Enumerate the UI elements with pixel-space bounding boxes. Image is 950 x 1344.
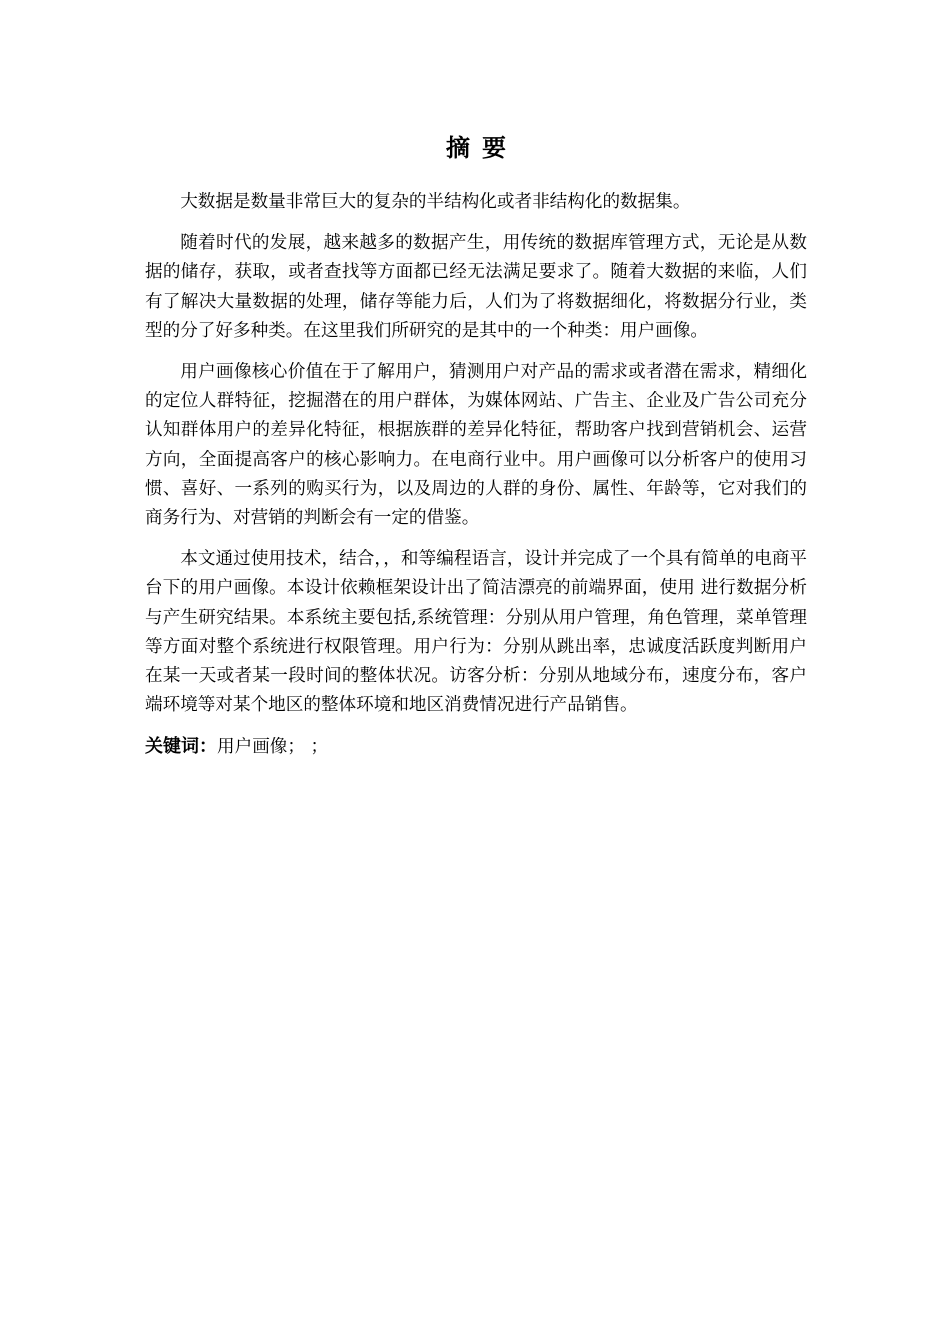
abstract-title: 摘要 bbox=[446, 134, 518, 162]
paragraph-1: 大数据是数量非常巨大的复杂的半结构化或者非结构化的数据集。 bbox=[180, 192, 691, 212]
paragraph-4: 本文通过使用技术，结合，，和等编程语言，设计并完成了一个具有简单的电商平台下的用户画像。本设计依赖框架设计出了简洁漂亮的前端界面，使用 进行数据分析与产生研究结果。本系统主要包括,系统管理：分别从用户管理，角色管理，菜单管理等方面对整个系统进行权限管理。用户行为：分别从跳出率，忠诚度活跃度判断用户在某一天或者某一段时间的整体状况。访客分析：分别从地域分布，速度分布，客户端环境等对某个地区的整体环境和地区消费情况进行产品销售。 bbox=[145, 549, 807, 716]
paragraph-3: 用户画像核心价值在于了解用户，猜测用户对产品的需求或者潜在需求，精细化的定位人群特征，挖掘潜在的用户群体，为媒体网站、广告主、企业及广告公司充分认知群体用户的差异化特征，根据族群的差异化特征，帮助客户找到营销机会、运营方向，全面提高客户的核心影响力。在电商行业中。用户画像可以分析客户的使用习惯、喜好、一系列的购买行为，以及周边的人群的身份、属性、年龄等，它对我们的商务行为、对营销的判断会有一定的借鉴。 bbox=[145, 362, 807, 529]
keywords-label: 关键词： bbox=[145, 736, 217, 758]
document-page bbox=[145, 128, 807, 763]
keywords-value: 用户画像； ； bbox=[217, 737, 329, 758]
keywords-line bbox=[145, 732, 807, 762]
paragraph-2: 随着时代的发展，越来越多的数据产生，用传统的数据库管理方式，无论是从数据的储存，获取，或者查找等方面都已经无法满足要求了。随着大数据的来临，人们有了解决大量数据的处理，储存等能力后，人们为了将数据细化，将数据分行业，类型的分了好多种类。在这里我们所研究的是其中的一个种类：用户画像。 bbox=[145, 233, 807, 341]
